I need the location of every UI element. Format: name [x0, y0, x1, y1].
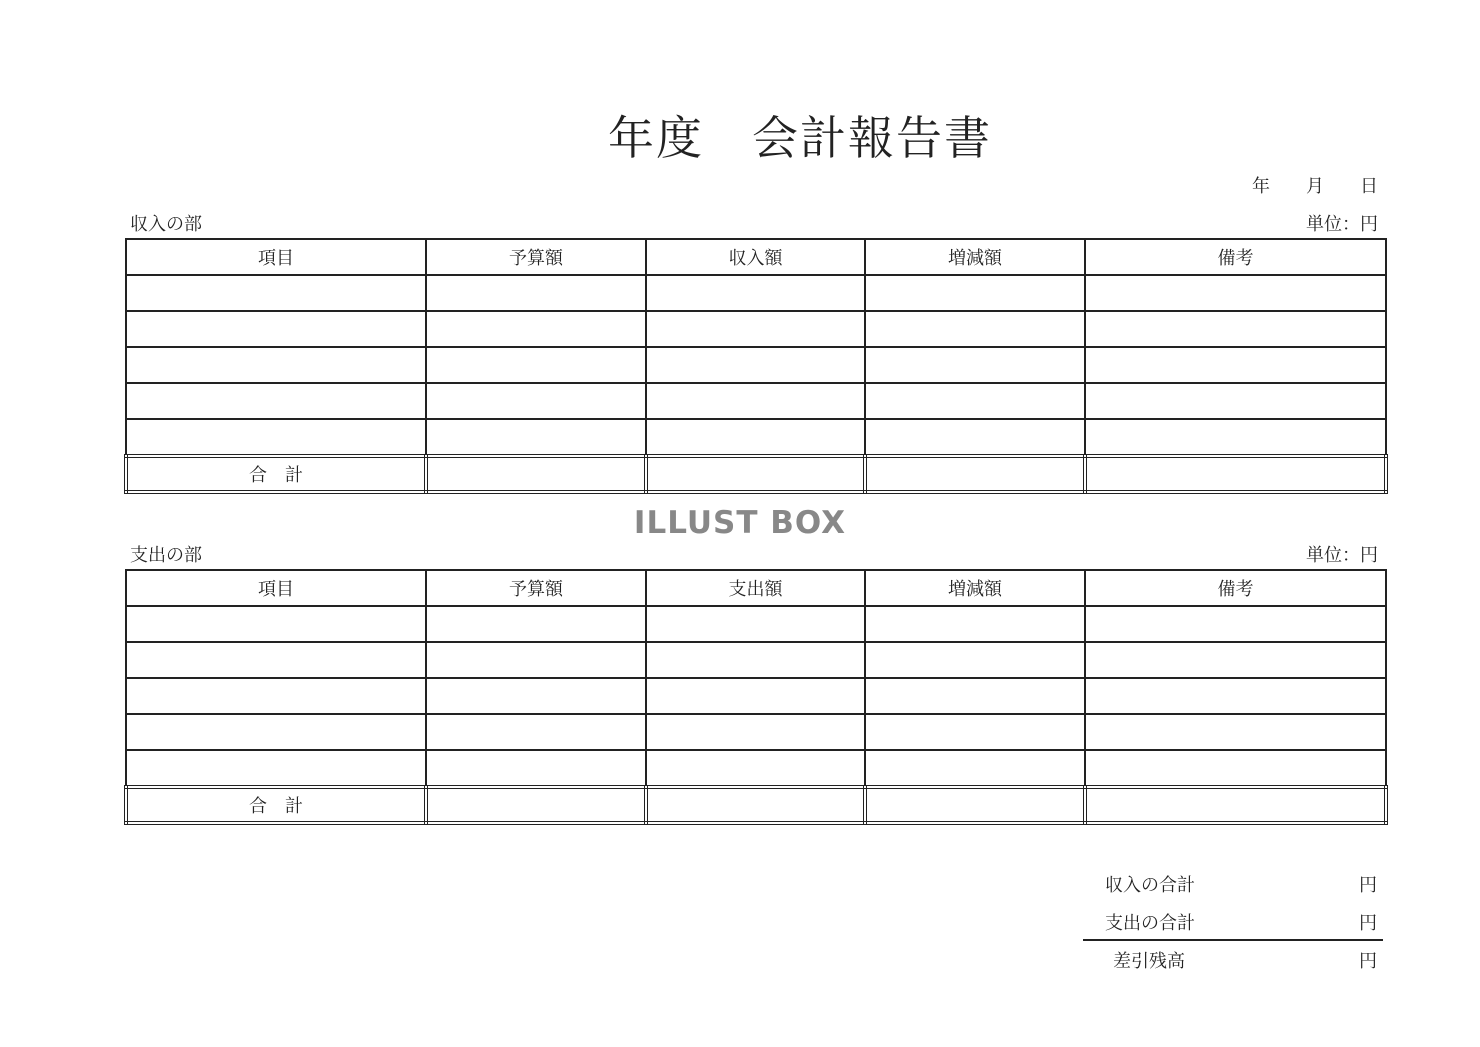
table-cell[interactable]	[1085, 456, 1386, 492]
table-cell[interactable]	[426, 606, 646, 642]
table-row	[126, 642, 1386, 678]
income-total-row	[126, 456, 1386, 492]
table-cell[interactable]	[865, 750, 1085, 787]
table-row	[126, 678, 1386, 714]
expense-header-change: 増減額	[865, 570, 1085, 606]
table-cell[interactable]	[126, 750, 426, 787]
table-cell[interactable]	[426, 787, 646, 823]
table-cell[interactable]	[646, 678, 865, 714]
table-cell[interactable]	[646, 606, 865, 642]
table-cell[interactable]	[646, 311, 865, 347]
table-cell[interactable]	[865, 787, 1085, 823]
income-section-label: 収入の部	[130, 214, 202, 235]
expense-unit-label: 単位：円	[1306, 545, 1378, 566]
table-cell[interactable]	[865, 678, 1085, 714]
table-cell[interactable]	[646, 383, 865, 419]
table-cell[interactable]	[865, 642, 1085, 678]
table-cell[interactable]	[1085, 714, 1386, 750]
summary-expense-label: 支出の合計	[1105, 913, 1195, 934]
table-cell[interactable]	[126, 383, 426, 419]
summary-balance-row	[1083, 939, 1383, 979]
table-cell[interactable]	[426, 456, 646, 492]
table-cell[interactable]	[1085, 606, 1386, 642]
summary-income-currency: 円	[1359, 875, 1377, 896]
table-cell[interactable]	[646, 750, 865, 787]
table-cell[interactable]	[1085, 642, 1386, 678]
table-cell[interactable]	[865, 606, 1085, 642]
table-cell[interactable]	[426, 642, 646, 678]
table-row	[126, 347, 1386, 383]
expense-total-label: 合 計	[126, 787, 426, 823]
summary-income-label: 収入の合計	[1105, 875, 1195, 896]
table-cell[interactable]	[126, 347, 426, 383]
table-cell[interactable]	[126, 419, 426, 456]
table-cell[interactable]	[426, 419, 646, 456]
income-header-budget: 予算額	[426, 239, 646, 275]
summary-block	[1083, 863, 1383, 979]
table-row	[126, 311, 1386, 347]
expense-table	[124, 569, 1388, 825]
table-cell[interactable]	[646, 275, 865, 311]
table-cell[interactable]	[865, 456, 1085, 492]
table-cell[interactable]	[1085, 311, 1386, 347]
expense-header-budget: 予算額	[426, 570, 646, 606]
table-cell[interactable]	[426, 347, 646, 383]
table-cell[interactable]	[646, 419, 865, 456]
income-header-row	[126, 239, 1386, 275]
summary-expense-currency: 円	[1359, 913, 1377, 934]
income-total-label: 合 計	[126, 456, 426, 492]
table-cell[interactable]	[1085, 787, 1386, 823]
table-cell[interactable]	[426, 750, 646, 787]
table-cell[interactable]	[1085, 678, 1386, 714]
table-cell[interactable]	[426, 678, 646, 714]
table-row	[126, 750, 1386, 787]
income-header-notes: 備考	[1085, 239, 1386, 275]
expense-section-label: 支出の部	[130, 545, 202, 566]
summary-balance-label: 差引残高	[1113, 951, 1185, 972]
table-cell[interactable]	[1085, 419, 1386, 456]
income-unit-label: 単位：円	[1306, 214, 1378, 235]
table-cell[interactable]	[1085, 750, 1386, 787]
date-line: 年 月 日	[1252, 176, 1378, 197]
summary-income-row	[1083, 863, 1383, 901]
expense-header-row	[126, 570, 1386, 606]
table-cell[interactable]	[426, 383, 646, 419]
expense-header-notes: 備考	[1085, 570, 1386, 606]
table-cell[interactable]	[126, 714, 426, 750]
income-table	[124, 238, 1388, 494]
expense-header-item: 項目	[126, 570, 426, 606]
table-cell[interactable]	[426, 275, 646, 311]
table-cell[interactable]	[865, 347, 1085, 383]
table-cell[interactable]	[126, 275, 426, 311]
table-cell[interactable]	[426, 714, 646, 750]
watermark-logo: ILLUST BOX	[633, 505, 847, 541]
table-cell[interactable]	[126, 678, 426, 714]
summary-expense-row	[1083, 901, 1383, 939]
table-cell[interactable]	[865, 714, 1085, 750]
table-cell[interactable]	[1085, 383, 1386, 419]
table-row	[126, 419, 1386, 456]
table-cell[interactable]	[126, 606, 426, 642]
page-title: 年度 会計報告書	[608, 111, 992, 165]
table-cell[interactable]	[865, 311, 1085, 347]
expense-header-amount: 支出額	[646, 570, 865, 606]
table-cell[interactable]	[865, 383, 1085, 419]
income-header-item: 項目	[126, 239, 426, 275]
table-cell[interactable]	[126, 311, 426, 347]
table-row	[126, 606, 1386, 642]
income-header-change: 増減額	[865, 239, 1085, 275]
table-cell[interactable]	[646, 456, 865, 492]
table-cell[interactable]	[646, 642, 865, 678]
table-cell[interactable]	[646, 347, 865, 383]
table-row	[126, 714, 1386, 750]
table-cell[interactable]	[1085, 275, 1386, 311]
table-cell[interactable]	[646, 714, 865, 750]
table-cell[interactable]	[126, 642, 426, 678]
table-cell[interactable]	[865, 275, 1085, 311]
summary-balance-currency: 円	[1359, 951, 1377, 972]
income-header-amount: 収入額	[646, 239, 865, 275]
table-row	[126, 275, 1386, 311]
expense-total-row	[126, 787, 1386, 823]
table-cell[interactable]	[426, 311, 646, 347]
table-cell[interactable]	[865, 419, 1085, 456]
table-cell[interactable]	[1085, 347, 1386, 383]
table-cell[interactable]	[646, 787, 865, 823]
table-row	[126, 383, 1386, 419]
